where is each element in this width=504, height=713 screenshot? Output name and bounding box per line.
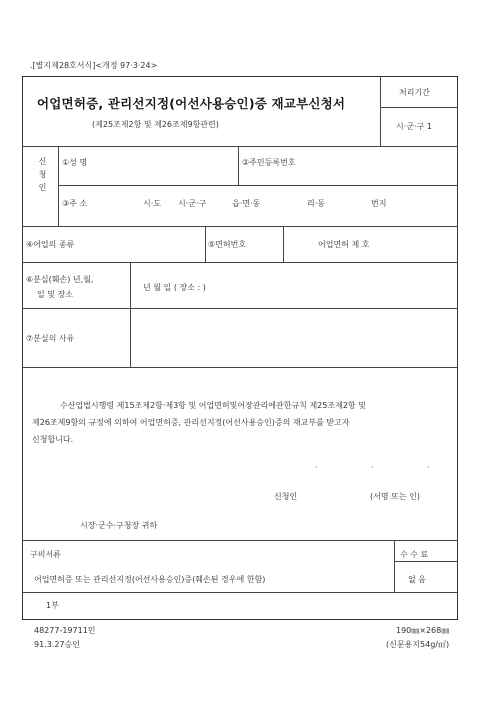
loss-date-place-label: ⑥분실(훼손) 년,월,	[26, 275, 94, 284]
name-field[interactable]	[150, 150, 234, 180]
applicant-signature-label: 신청인	[274, 492, 298, 501]
attachments-label: 구비서류	[30, 550, 61, 559]
fee-value: 없 음	[408, 575, 426, 584]
paper-size: 190㎜×268㎜	[396, 626, 450, 635]
statement-line-3: 신청합니다.	[32, 435, 74, 444]
license-number-label: ⑤면허번호	[208, 240, 247, 249]
statement-line-2: 제26조제9항의 규정에 의하여 어업면허증, 관리선지정(어선사용승인)증의 재교부를 받고자	[32, 418, 350, 427]
processing-period-label: 처리기간	[399, 88, 430, 97]
fishery-type-label: ④어업의 종류	[26, 240, 75, 249]
attachment-item: 어업면허증 또는 관리선지정(어선사용승인)증(훼손된 경우에 한함)	[34, 575, 266, 584]
loss-date-place-label-2: 일 및 장소	[37, 290, 73, 299]
resident-number-label: ②주민등록번호	[242, 158, 296, 167]
date-year-mark: ·	[315, 463, 318, 472]
paper-type: (신문용지54g/㎡)	[386, 640, 450, 649]
loss-date-place-value[interactable]: 년 월 일 ( 장소 : )	[143, 283, 206, 292]
sign-or-seal-label[interactable]: (서명 또는 인)	[370, 492, 420, 501]
loss-reason-field[interactable]	[134, 312, 454, 363]
address-unit-beonji: 번지	[371, 199, 387, 208]
fee-label: 수 수 료	[400, 550, 429, 559]
address-label: ③주 소	[62, 199, 88, 208]
attachment-count: 1부	[46, 601, 59, 610]
form-code: 48277-19711민	[34, 626, 96, 635]
address-unit-sigungu: 시·군·구	[178, 199, 207, 208]
address-unit-eupmyeondong: 읍·면·동	[232, 199, 261, 208]
form-number: .[별지제28호서식]<개정 97·3·24>	[30, 61, 158, 70]
resident-number-field[interactable]	[330, 150, 454, 180]
processing-period-value: 시·군·구 1	[396, 122, 432, 131]
approval-date: 91.3.27승인	[34, 640, 80, 649]
fishery-type-field[interactable]	[110, 230, 202, 258]
statement-line-1: 수산업법시행령 제15조제2항·제3항 및 어업면허및어장관리에관한규칙 제25조제2항 및	[60, 401, 366, 410]
address-unit-sido: 시·도	[143, 199, 161, 208]
addressee: 시장·군수·구청장 귀하	[80, 521, 158, 530]
address-unit-ridong: 리·동	[307, 199, 325, 208]
form-title: 어업면허증, 관리선지정(어선사용승인)증 재교부신청서	[37, 96, 346, 111]
loss-reason-label: ⑦분실의 사유	[26, 334, 75, 343]
applicant-section-label: 신청인	[38, 157, 47, 196]
date-day-mark: ·	[427, 463, 430, 472]
date-month-mark: ·	[371, 463, 374, 472]
form-subtitle: (제25조제2항 및 제26조제9항관련)	[92, 120, 219, 129]
license-number-value: 어업면허 제 호	[318, 240, 370, 249]
name-label: ①성 명	[62, 158, 88, 167]
